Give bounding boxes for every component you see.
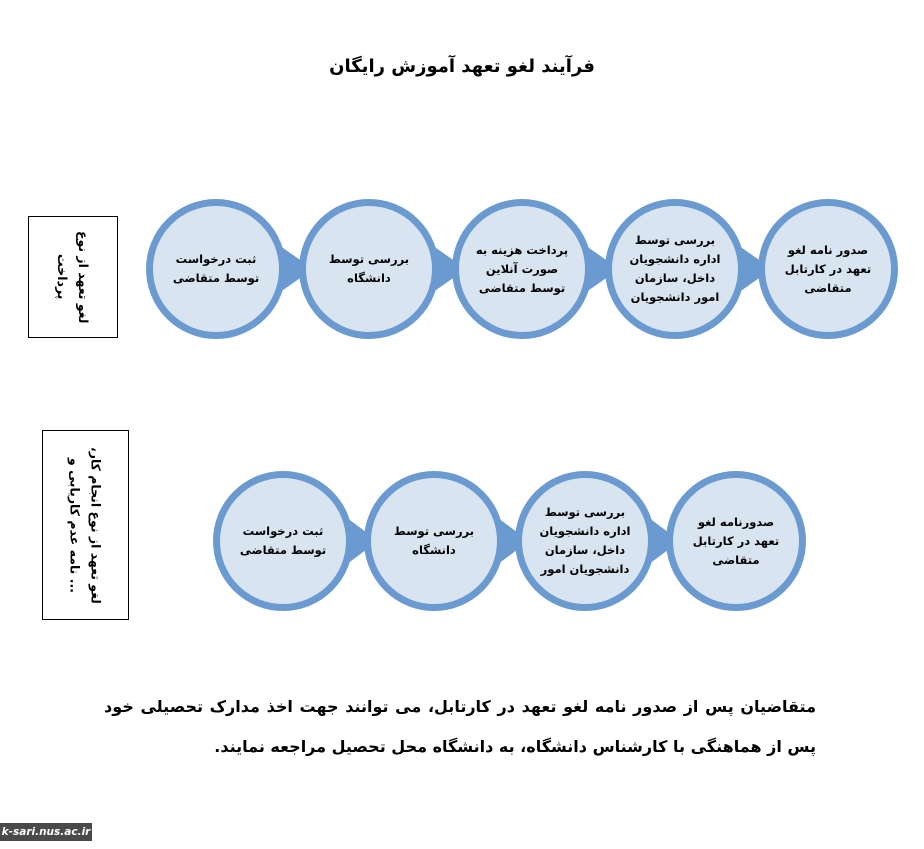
flow-1-step-1: ثبت درخواست توسط متقاضی [146, 199, 286, 339]
flow-2-step-2: بررسی توسط دانشگاه [364, 471, 504, 611]
page-title: فرآیند لغو تعهد آموزش رایگان [329, 56, 595, 77]
flow-1-step-4: بررسی توسط اداره دانشجویان داخل، سازمان امور دانشجویان [605, 199, 745, 339]
flow-2-step-1: ثبت درخواست توسط متقاضی [213, 471, 353, 611]
flow-1-step-3: پرداخت هزینه به صورت آنلاین توسط متقاضی [452, 199, 592, 339]
site-watermark: k-sari.nus.ac.ir [0, 823, 92, 841]
flow-1-step-5: صدور نامه لغو تعهد در کارتابل متقاضی [758, 199, 898, 339]
flow-2-step-3: بررسی توسط اداره دانشجویان داخل، سازمان دانشجویان امور [515, 471, 655, 611]
flow-2-label: لغو تعهد از نوع انجام کار، نامه عدم کاریابی و ... [42, 430, 129, 620]
flow-2-step-4: صدورنامه لغو تعهد در کارتابل متقاضی [666, 471, 806, 611]
note-paragraph: متقاضیان پس از صدور نامه لغو تعهد در کارتابل، می توانند جهت اخذ مدارک تحصیلی خود پس از هماهنگی با کارشناس دانشگاه، به دانشگاه محل تحصیل مراجعه نمایند. [104, 697, 816, 756]
flow-1-step-2: بررسی توسط دانشگاه [299, 199, 439, 339]
flow-1-label: لغو تعهد از نوع پرداخت [28, 216, 118, 338]
